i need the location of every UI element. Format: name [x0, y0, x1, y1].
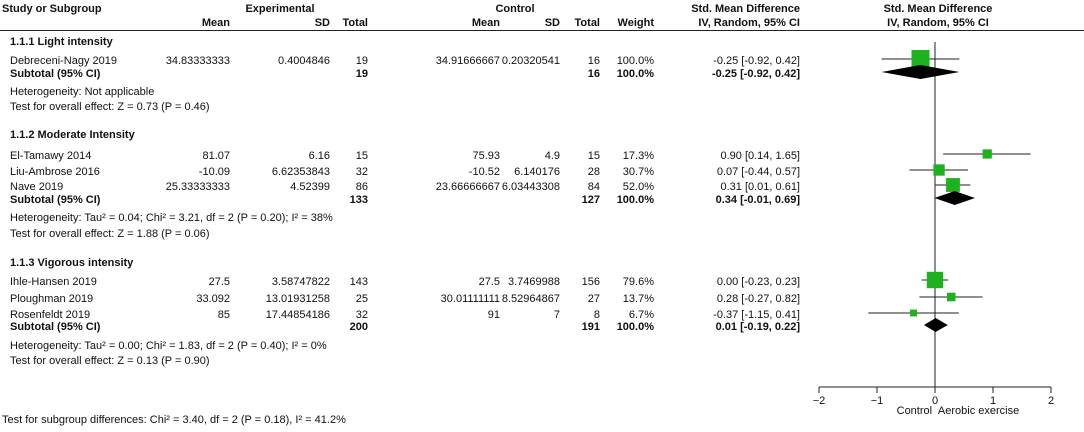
subtotal-experimental-total: 200 [349, 321, 368, 333]
control-sd: 6.140176 [514, 166, 560, 178]
x-axis-tick-label: −2 [812, 395, 826, 407]
subtotal-label: Subtotal (95% CI) [10, 321, 101, 333]
study-marker [946, 178, 960, 192]
control-mean: 34.91666667 [435, 55, 500, 67]
subtotal-weight: 100.0% [616, 68, 654, 80]
subtotal-experimental-total: 19 [355, 68, 368, 80]
x-axis-tick-label: 1 [989, 395, 997, 407]
subtotal-control-total: 16 [587, 68, 600, 80]
study-ci: -0.37 [-1.15, 0.41] [713, 309, 800, 321]
study-marker [983, 149, 992, 158]
plot-subheader: IV, Random, 95% CI [887, 17, 989, 29]
smd-column-header: Std. Mean Difference [691, 3, 800, 15]
study-name: Ploughman 2019 [10, 293, 94, 305]
control-group-header: Control [495, 3, 535, 15]
overall-effect-text: Test for overall effect: Z = 0.13 (P = 0.90) [10, 355, 210, 367]
subgroup-title: 1.1.2 Moderate Intensity [10, 129, 135, 141]
experimental-total: 15 [355, 150, 368, 162]
control-mean: 23.66666667 [435, 181, 500, 193]
favours-left-label: Control [896, 405, 933, 417]
study-marker [933, 164, 944, 175]
study-name: Liu-Ambrose 2016 [10, 166, 100, 178]
study-ci: 0.31 [0.01, 0.61] [720, 181, 800, 193]
control-total: 15 [587, 150, 600, 162]
study-name: El-Tamawy 2014 [10, 150, 92, 162]
experimental-mean: 25.33333333 [165, 181, 230, 193]
subtotal-ci: 0.34 [-0.01, 0.69] [715, 194, 800, 206]
control-sd: 7 [553, 309, 560, 321]
study-name: Debreceni-Nagy 2019 [10, 55, 118, 67]
control-sd: 0.20320541 [501, 55, 560, 67]
study-weight: 17.3% [622, 150, 654, 162]
control-mean: 91 [487, 309, 500, 321]
control-mean: 75.93 [472, 150, 500, 162]
study-weight: 79.6% [622, 276, 654, 288]
study-ci: 0.07 [-0.44, 0.57] [716, 166, 800, 178]
study-column-header: Study or Subgroup [2, 3, 102, 15]
experimental-total: 32 [355, 309, 368, 321]
study-weight: 13.7% [622, 293, 654, 305]
study-ci: -0.25 [-0.92, 0.42] [713, 55, 800, 67]
heterogeneity-text: Heterogeneity: Not applicable [10, 86, 155, 98]
control-total: 16 [587, 55, 600, 67]
experimental-mean: 27.5 [208, 276, 230, 288]
experimental-total: 25 [355, 293, 368, 305]
experimental-sd: 6.16 [308, 150, 330, 162]
subtotal-label: Subtotal (95% CI) [10, 68, 101, 80]
overall-effect-text: Test for overall effect: Z = 1.88 (P = 0.06) [10, 228, 210, 240]
experimental-sd: 6.62353843 [271, 166, 330, 178]
subtotal-label: Subtotal (95% CI) [10, 194, 101, 206]
smd-column-subheader: IV, Random, 95% CI [698, 17, 800, 29]
study-name: Ihle-Hansen 2019 [10, 276, 97, 288]
study-marker [910, 310, 917, 317]
overall-effect-text: Test for overall effect: Z = 0.73 (P = 0.46) [10, 101, 210, 113]
heterogeneity-text: Heterogeneity: Tau² = 0.04; Chi² = 3.21, df = 2 (P = 0.20); I² = 38% [10, 212, 333, 224]
subtotal-weight: 100.0% [616, 194, 654, 206]
experimental-total: 19 [355, 55, 368, 67]
experimental-mean: 33.092 [196, 293, 230, 305]
experimental-sd: 0.4004846 [278, 55, 330, 67]
experimental-mean: 85 [217, 309, 230, 321]
study-weight: 100.0% [616, 55, 654, 67]
weight-header: Weight [617, 17, 654, 29]
control-sd: 8.52964867 [501, 293, 560, 305]
experimental-mean: 34.83333333 [165, 55, 230, 67]
favours-right-label: Aerobic exercise [937, 405, 1020, 417]
study-ci: 0.00 [-0.23, 0.23] [716, 276, 800, 288]
experimental-group-header: Experimental [245, 3, 315, 15]
experimental-mean: 81.07 [202, 150, 230, 162]
subgroup-differences-text: Test for subgroup differences: Chi² = 3.40, df = 2 (P = 0.18), I² = 41.2% [2, 414, 346, 426]
study-marker [947, 293, 956, 302]
control-sd-header: SD [544, 17, 560, 29]
control-mean: -10.52 [468, 166, 500, 178]
experimental-sd: 17.44854186 [265, 309, 330, 321]
experimental-total-header: Total [342, 17, 368, 29]
subtotal-diamond [882, 65, 960, 79]
experimental-mean: -10.09 [198, 166, 230, 178]
subtotal-control-total: 191 [581, 321, 600, 333]
study-name: Nave 2019 [10, 181, 64, 193]
experimental-sd: 13.01931258 [265, 293, 330, 305]
experimental-mean-header: Mean [201, 17, 230, 29]
control-total-header: Total [574, 17, 600, 29]
subtotal-ci: -0.25 [-0.92, 0.42] [711, 68, 800, 80]
subgroup-title: 1.1.3 Vigorous intensity [10, 257, 134, 269]
subtotal-experimental-total: 133 [349, 194, 368, 206]
control-mean: 27.5 [478, 276, 500, 288]
x-axis-tick-label: 2 [1047, 395, 1055, 407]
study-weight: 30.7% [622, 166, 654, 178]
x-axis-tick-label: 0 [931, 395, 939, 407]
study-ci: 0.28 [-0.27, 0.82] [716, 293, 800, 305]
experimental-total: 86 [355, 181, 368, 193]
control-total: 27 [587, 293, 600, 305]
experimental-total: 32 [355, 166, 368, 178]
control-mean-header: Mean [471, 17, 500, 29]
x-axis-tick-label: −1 [870, 395, 884, 407]
plot-header: Std. Mean Difference [883, 3, 993, 15]
control-total: 28 [587, 166, 600, 178]
subtotal-ci: 0.01 [-0.19, 0.22] [715, 321, 800, 333]
experimental-sd-header: SD [314, 17, 330, 29]
experimental-total: 143 [349, 276, 368, 288]
control-mean: 30.01111111 [440, 293, 500, 305]
study-marker [927, 272, 943, 288]
subgroup-title: 1.1.1 Light intensity [10, 36, 113, 48]
control-sd: 3.7469988 [508, 276, 560, 288]
study-ci: 0.90 [0.14, 1.65] [720, 150, 800, 162]
experimental-sd: 3.58747822 [271, 276, 330, 288]
control-sd: 6.03443308 [501, 181, 560, 193]
subtotal-diamond [934, 191, 975, 205]
control-total: 84 [587, 181, 600, 193]
subtotal-control-total: 127 [581, 194, 600, 206]
study-name: Rosenfeldt 2019 [10, 309, 91, 321]
study-weight: 6.7% [628, 309, 654, 321]
subtotal-diamond [924, 318, 948, 332]
subtotal-weight: 100.0% [616, 321, 654, 333]
study-weight: 52.0% [622, 181, 654, 193]
control-sd: 4.9 [544, 150, 560, 162]
experimental-sd: 4.52399 [290, 181, 330, 193]
heterogeneity-text: Heterogeneity: Tau² = 0.00; Chi² = 1.83, df = 2 (P = 0.40); I² = 0% [10, 340, 327, 352]
control-total: 156 [581, 276, 600, 288]
control-total: 8 [593, 309, 600, 321]
